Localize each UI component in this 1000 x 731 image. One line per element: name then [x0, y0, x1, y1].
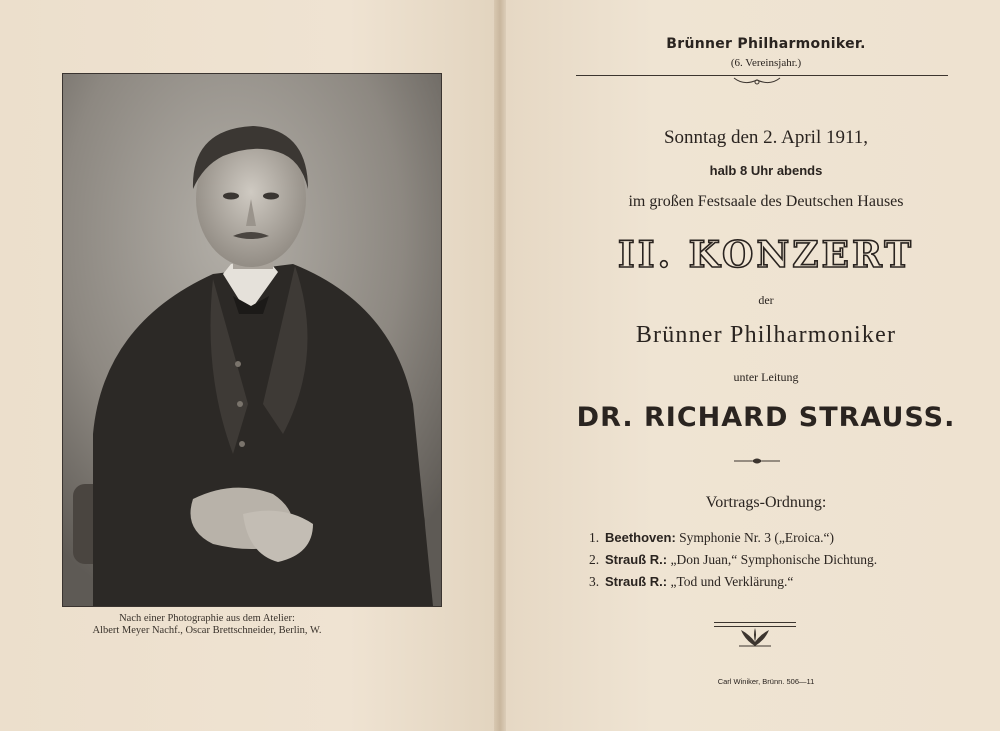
program-item-work: „Don Juan,“ Symphonische Dichtung.: [667, 552, 878, 567]
lotus-ornament-icon: [735, 626, 775, 648]
der-text: der: [758, 293, 774, 307]
org-title: Brünner Philharmoniker.: [666, 36, 866, 52]
divider-ornament-icon: [732, 456, 782, 466]
program-title: Vortrags-Ordnung:: [705, 494, 827, 511]
org-year: (6. Vereinsjahr.): [730, 57, 802, 69]
concert-heading: II. KONZERT: [617, 234, 915, 276]
program-item-composer: Strauß R.:: [605, 552, 668, 567]
program-item-number: 1.: [589, 530, 600, 545]
printer-imprint: Carl Winiker, Brünn. 506—11: [717, 677, 815, 686]
footer-rule: [714, 622, 796, 623]
program-list: [589, 528, 989, 594]
portrait-photo: [62, 73, 442, 607]
caption-line-1: Nach einer Photographie aus dem Atelier:: [119, 613, 295, 624]
caption-line-2: Albert Meyer Nachf., Oscar Brettschneider, Berlin, W.: [92, 625, 322, 636]
photo-caption: [62, 613, 352, 637]
program-item-work: Symphonie Nr. 3 („Eroica.“): [675, 530, 834, 545]
orchestra-name: Brünner Philharmoniker: [635, 322, 897, 348]
concert-date: Sonntag den 2. April 1911,: [663, 127, 869, 148]
program-item: [589, 550, 989, 572]
program-item-work: „Tod und Verklärung.“: [667, 574, 794, 589]
left-page: [0, 0, 498, 731]
right-page: [506, 0, 1000, 731]
program-item: [589, 572, 989, 594]
conductor-name: DR. RICHARD STRAUSS.: [576, 402, 956, 433]
program-item-number: 2.: [589, 552, 600, 567]
concert-time: halb 8 Uhr abends: [709, 163, 823, 178]
program-item-composer: Strauß R.:: [605, 574, 668, 589]
program-item-number: 3.: [589, 574, 600, 589]
leitung-text: unter Leitung: [733, 370, 799, 384]
concert-venue: im großen Festsaale des Deutschen Hauses: [628, 193, 904, 210]
book-gutter: [494, 0, 506, 731]
program-item-composer: Beethoven:: [605, 530, 676, 545]
header-flourish-icon: [732, 76, 782, 88]
program-item: [589, 528, 989, 550]
